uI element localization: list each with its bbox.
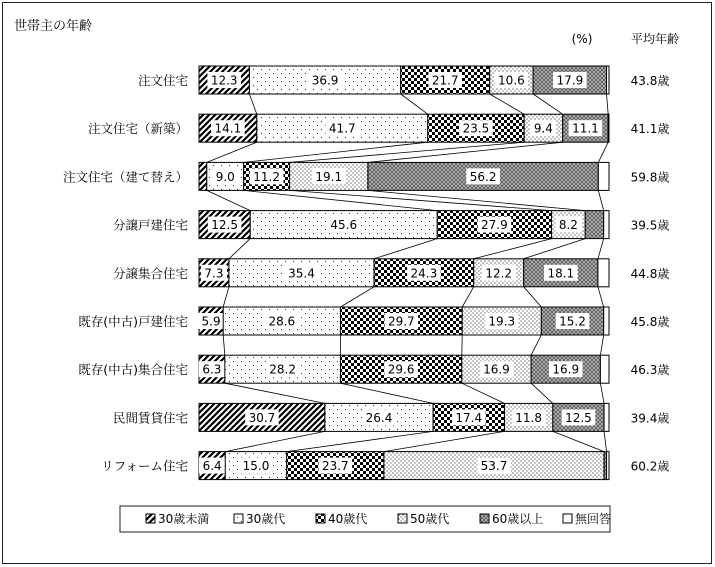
category-labels bbox=[63, 73, 188, 474]
bar-segment bbox=[598, 259, 609, 287]
bar-row bbox=[199, 162, 609, 190]
data-label: 9.0 bbox=[215, 169, 235, 184]
connector-line bbox=[600, 335, 603, 355]
connector-line bbox=[533, 94, 563, 114]
data-label: 35.4 bbox=[288, 266, 315, 281]
data-label: 17.9 bbox=[556, 73, 584, 88]
connector-line bbox=[340, 287, 374, 307]
data-label: 10.6 bbox=[498, 73, 525, 88]
data-label: 11.8 bbox=[515, 410, 542, 425]
connector-line bbox=[207, 190, 250, 210]
category-label: 注文住宅（新築） bbox=[87, 121, 188, 137]
legend bbox=[120, 506, 611, 532]
average-age-value: 39.5歳 bbox=[630, 218, 670, 233]
connector-line bbox=[524, 239, 586, 259]
data-label: 53.7 bbox=[480, 459, 508, 474]
connector-line bbox=[225, 383, 325, 403]
bar-row bbox=[199, 403, 609, 431]
average-age-header: 平均年齢 bbox=[630, 32, 680, 46]
data-label: 45.6 bbox=[330, 218, 358, 233]
legend-label: 60歳以上 bbox=[492, 512, 544, 526]
legend-label: 30歳代 bbox=[246, 512, 286, 526]
data-label: 18.1 bbox=[547, 266, 575, 281]
connector-line bbox=[223, 287, 229, 307]
data-label: 6.3 bbox=[202, 362, 222, 377]
data-label: 11.2 bbox=[253, 169, 281, 184]
data-label: 26.4 bbox=[365, 410, 393, 425]
category-label: 注文住宅 bbox=[137, 73, 188, 88]
connector-line bbox=[553, 431, 604, 451]
legend-swatch bbox=[480, 514, 489, 523]
connector-line bbox=[604, 431, 606, 451]
connector-line bbox=[244, 190, 438, 210]
average-age-value: 59.8歳 bbox=[630, 170, 670, 185]
connector-line bbox=[401, 94, 428, 114]
connector-line bbox=[290, 142, 525, 162]
data-label: 30.7 bbox=[248, 410, 276, 425]
bar-segment bbox=[604, 403, 609, 431]
connector-line bbox=[490, 94, 524, 114]
data-label: 41.7 bbox=[328, 121, 356, 136]
data-label: 15.2 bbox=[559, 314, 586, 329]
data-label: 29.6 bbox=[387, 362, 415, 377]
bar-row bbox=[199, 211, 609, 239]
data-label: 9.4 bbox=[533, 121, 553, 136]
connector-line bbox=[462, 287, 473, 307]
average-age-value: 39.4歳 bbox=[630, 411, 670, 426]
average-age-value: 46.3歳 bbox=[630, 363, 670, 378]
average-age-value: 45.8歳 bbox=[630, 315, 670, 329]
legend-swatch bbox=[398, 514, 407, 523]
bar-row bbox=[198, 307, 609, 335]
connector-line bbox=[598, 190, 603, 210]
connector-line bbox=[531, 383, 553, 403]
connector-line bbox=[598, 239, 604, 259]
connector-line bbox=[374, 239, 437, 259]
connector-line bbox=[207, 142, 257, 162]
connector-line bbox=[368, 190, 585, 210]
data-label: 23.5 bbox=[462, 121, 490, 136]
data-label: 29.7 bbox=[387, 314, 415, 329]
data-label: 7.3 bbox=[204, 266, 224, 281]
data-label: 8.2 bbox=[558, 218, 578, 233]
connector-line bbox=[229, 239, 250, 259]
data-label: 24.3 bbox=[410, 266, 438, 281]
category-label: 民間賃貸住宅 bbox=[112, 410, 188, 426]
bar-segment bbox=[607, 452, 609, 480]
data-label: 16.9 bbox=[552, 362, 580, 377]
bar-segment bbox=[199, 162, 207, 190]
legend-label: 30歳未満 bbox=[158, 512, 210, 526]
bar-segment bbox=[608, 114, 609, 142]
connector-line bbox=[607, 94, 609, 114]
data-label: 16.9 bbox=[483, 362, 510, 377]
bars-group bbox=[198, 66, 609, 480]
data-label: 28.6 bbox=[268, 314, 296, 329]
connector-line bbox=[290, 190, 552, 210]
data-label: 5.9 bbox=[201, 314, 221, 329]
legend-swatch bbox=[146, 514, 155, 523]
legend-label: 無回答 bbox=[575, 512, 612, 526]
bar-segment bbox=[604, 211, 609, 239]
data-label: 36.9 bbox=[311, 73, 339, 88]
legend-label: 50歳代 bbox=[410, 512, 450, 526]
connector-line bbox=[531, 335, 541, 355]
connector-line bbox=[462, 383, 505, 403]
data-label: 12.3 bbox=[210, 73, 238, 88]
bar-segment bbox=[604, 307, 609, 335]
data-label: 15.0 bbox=[242, 459, 270, 474]
data-label: 6.4 bbox=[202, 459, 222, 474]
bar-segment bbox=[600, 355, 609, 383]
connector-line bbox=[340, 383, 433, 403]
connector-line bbox=[600, 383, 604, 403]
data-label: 21.7 bbox=[431, 73, 459, 88]
legend-swatch bbox=[234, 514, 243, 523]
bar-segment bbox=[598, 162, 609, 190]
category-label: リフォーム住宅 bbox=[101, 458, 188, 474]
connector-line bbox=[223, 335, 225, 355]
bar-segment bbox=[607, 66, 609, 94]
data-label: 27.9 bbox=[481, 218, 508, 233]
connector-line bbox=[598, 287, 604, 307]
category-label: 既存(中古)集合住宅 bbox=[78, 362, 188, 378]
unit-label: (%) bbox=[571, 32, 593, 46]
data-label: 28.2 bbox=[269, 362, 296, 377]
bar-row bbox=[199, 259, 609, 287]
category-label: 分譲戸建住宅 bbox=[112, 217, 188, 233]
data-label: 56.2 bbox=[469, 169, 497, 184]
data-label: 14.1 bbox=[214, 121, 242, 136]
connector-line bbox=[474, 239, 552, 259]
connector-line bbox=[384, 431, 505, 451]
average-age-value: 60.2歳 bbox=[630, 459, 670, 474]
data-label: 12.2 bbox=[485, 266, 513, 281]
connector-line bbox=[249, 94, 256, 114]
data-label: 23.7 bbox=[321, 459, 349, 474]
data-label: 17.4 bbox=[455, 410, 483, 425]
connector-line bbox=[598, 142, 608, 162]
bar-row bbox=[199, 355, 609, 383]
average-age-value: 44.8歳 bbox=[630, 266, 670, 281]
chart-title: 世帯主の年齢 bbox=[14, 19, 93, 34]
bar-row bbox=[199, 66, 609, 94]
average-age-value: 43.8歳 bbox=[630, 74, 670, 88]
average-age-values bbox=[631, 73, 670, 474]
category-label: 既存(中古)戸建住宅 bbox=[78, 314, 188, 329]
data-label: 19.3 bbox=[488, 314, 516, 329]
legend-swatch bbox=[316, 514, 325, 523]
data-label: 12.5 bbox=[211, 218, 238, 233]
bar-row bbox=[199, 452, 609, 480]
data-label: 19.1 bbox=[315, 169, 343, 184]
data-label: 11.1 bbox=[572, 121, 599, 136]
bar-row bbox=[199, 114, 609, 142]
connector-line bbox=[524, 287, 542, 307]
legend-swatch bbox=[563, 514, 572, 523]
category-label: 分譲集合住宅 bbox=[112, 265, 188, 281]
category-label: 注文住宅（建て替え） bbox=[62, 169, 188, 185]
average-age-value: 41.1歳 bbox=[630, 122, 670, 137]
bar-segment bbox=[585, 211, 603, 239]
data-label: 12.5 bbox=[565, 410, 592, 425]
legend-label: 40歳代 bbox=[328, 512, 368, 526]
